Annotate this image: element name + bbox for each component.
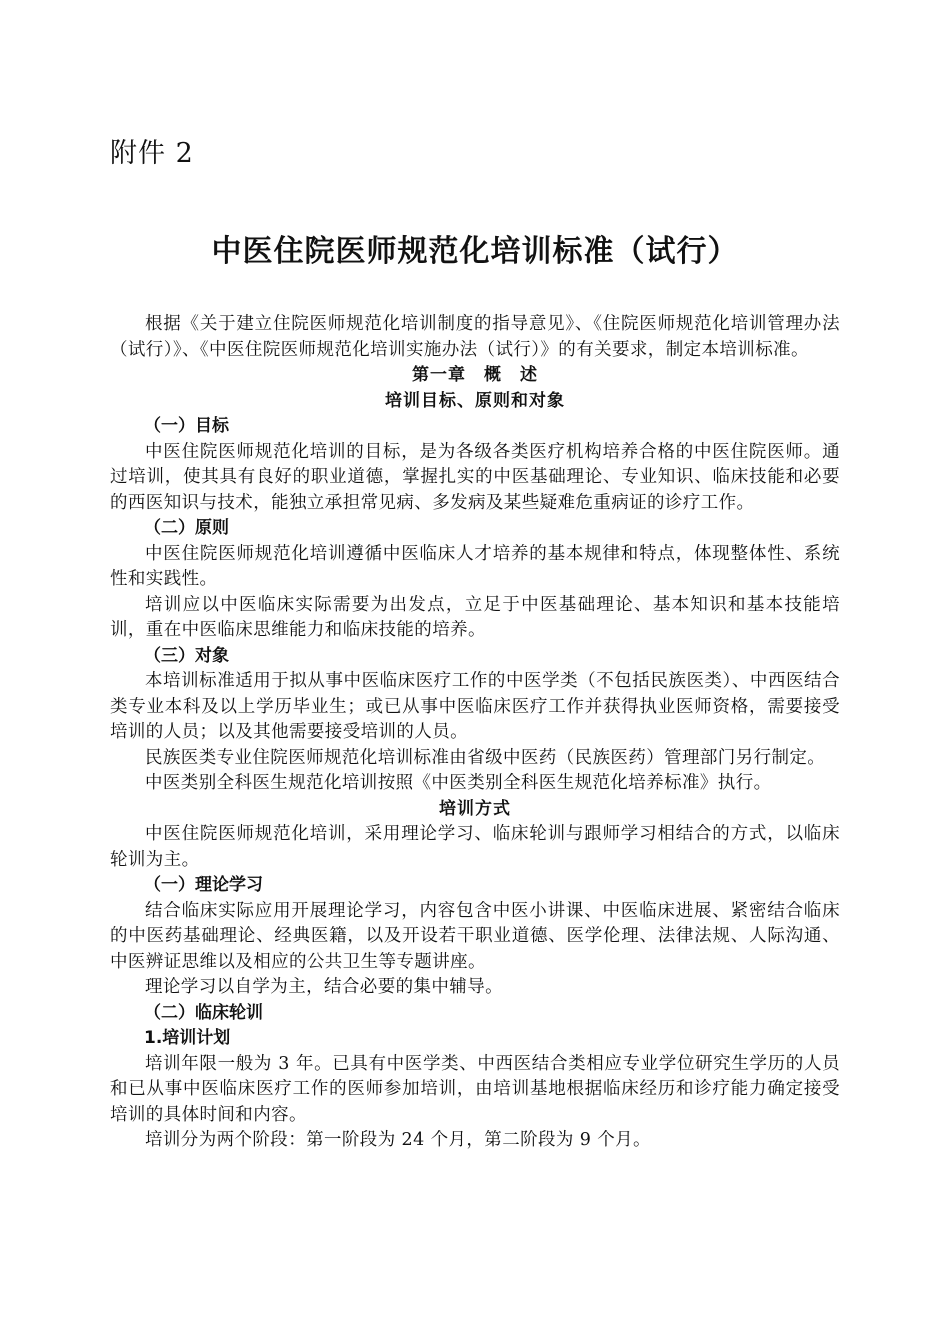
theory-paragraph-1: 结合临床实际应用开展理论学习，内容包含中医小讲课、中医临床进展、紧密结合临床的中医药基础理论、经典医籍，以及开设若干职业道德、医学伦理、法律法规、人际沟通、中医辨证思维以及相应的公共卫生等专题讲座。 (110, 900, 840, 972)
plan-paragraph-1: 培训年限一般为 3 年。已具有中医学类、中西医结合类相应专业学位研究生学历的人员和已从事中医临床医疗工作的医师参加培训，由培训基地根据临床经历和诊疗能力确定接受培训的具体时间和内容。 (110, 1053, 840, 1125)
training-method-heading: 培训方式 (439, 798, 511, 819)
goal-paragraph: 中医住院医师规范化培训的目标，是为各级各类医疗机构培养合格的中医住院医师。通过培训，使其具有良好的职业道德，掌握扎实的中医基础理论、专业知识、临床技能和必要的西医知识与技术，能独立承担常见病、多发病及某些疑难危重病证的诊疗工作。 (110, 441, 840, 513)
target-paragraph-2: 民族医类专业住院医师规范化培训标准由省级中医药（民族医药）管理部门另行制定。 (145, 747, 826, 768)
theory-paragraph-2: 理论学习以自学为主，结合必要的集中辅导。 (145, 977, 503, 997)
theory-heading: （一）理论学习 (144, 875, 263, 895)
section-heading: 培训目标、原则和对象 (385, 390, 565, 411)
target-paragraph-1: 本培训标准适用于拟从事中医临床医疗工作的中医学类（不包括民族医类）、中西医结合类专业本科及以上学历毕业生；或已从事中医临床医疗工作并获得执业医师资格，需要接受培训的人员；以及其他需要接受培训的人员。 (110, 671, 840, 742)
document-body (110, 312, 840, 1154)
intro-paragraph: 根据《关于建立住院医师规范化培训制度的指导意见》、《住院医师规范化培训管理办法（试行）》、《中医住院医师规范化培训实施办法（试行）》的有关要求，制定本培训标准。 (110, 314, 840, 360)
principle-heading: （二）原则 (144, 518, 229, 538)
target-paragraph-3: 中医类别全科医生规范化培训按照《中医类别全科医生规范化培养标准》执行。 (145, 773, 772, 793)
plan-paragraph-2: 培训分为两个阶段：第一阶段为 24 个月，第二阶段为 9 个月。 (145, 1130, 651, 1150)
principle-paragraph-2: 培训应以中医临床实际需要为出发点，立足于中医基础理论、基本知识和基本技能培训，重在中医临床思维能力和临床技能的培养。 (110, 594, 840, 640)
clinical-heading: （二）临床轮训 (144, 1002, 263, 1023)
training-method-paragraph: 中医住院医师规范化培训，采用理论学习、临床轮训与跟师学习相结合的方式，以临床轮训为主。 (110, 824, 840, 870)
plan-heading: 1.培训计划 (144, 1028, 231, 1048)
goal-heading: （一）目标 (144, 416, 229, 436)
chapter-heading: 第一章 概 述 (412, 365, 538, 385)
document-title: 中医住院医师规范化培训标准（试行） (211, 234, 739, 269)
target-heading: （三）对象 (144, 645, 229, 666)
attachment-label: 附件 2 (110, 138, 194, 169)
principle-paragraph-1: 中医住院医师规范化培训遵循中医临床人才培养的基本规律和特点，体现整体性、系统性和实践性。 (110, 543, 840, 589)
